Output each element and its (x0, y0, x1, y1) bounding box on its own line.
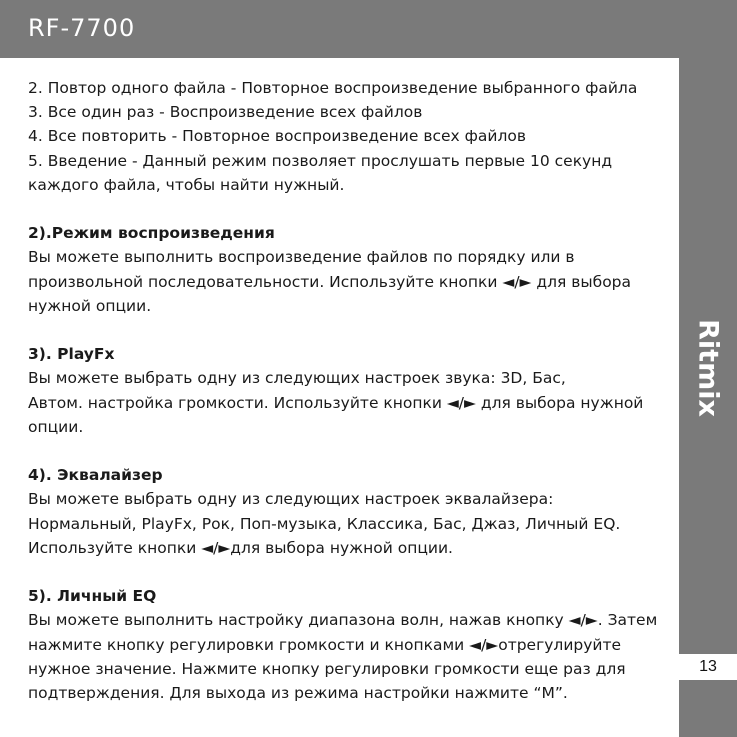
paragraph-line: Вы можете выполнить настройку диапазона волн, нажав кнопку ◄/►. Затем (28, 611, 658, 630)
page-number: 13 (679, 654, 737, 680)
list-item: 3. Все один раз - Воспроизведение всех файлов (28, 103, 423, 122)
ritmix-logo: Ritmix (692, 319, 724, 417)
list-item-continuation: каждого файла, чтобы найти нужный. (28, 175, 345, 194)
paragraph-line: нужное значение. Нажмите кнопку регулировки громкости еще раз для (28, 659, 626, 678)
paragraph-line: нужной опции. (28, 296, 152, 315)
paragraph-line: нажмите кнопку регулировки громкости и кнопками ◄/►отрегулируйте (28, 635, 622, 654)
manual-text (28, 76, 668, 705)
section-heading-personal-eq: 5). Личный EQ (28, 587, 157, 606)
list-item: 5. Введение - Данный режим позволяет прослушать первые 10 секунд (28, 151, 613, 170)
model-title: RF-7700 (28, 14, 136, 42)
section-heading-playback-mode: 2).Режим воспроизведения (28, 224, 275, 243)
paragraph-line: Вы можете выбрать одну из следующих настроек звука: 3D, Бас, (28, 369, 566, 388)
paragraph-line: подтверждения. Для выхода из режима настройки нажмите “M”. (28, 684, 568, 703)
header-bar (0, 0, 737, 58)
paragraph-line: Используйте кнопки ◄/►для выбора нужной опции. (28, 538, 453, 557)
paragraph-line: произвольной последовательности. Используйте кнопки ◄/► для выбора (28, 272, 632, 291)
paragraph-line: Вы можете выполнить воспроизведение файлов по порядку или в (28, 248, 575, 267)
list-item: 4. Все повторить - Повторное воспроизведение всех файлов (28, 127, 526, 146)
paragraph-line: Автом. настройка громкости. Используйте кнопки ◄/► для выбора нужной (28, 393, 644, 412)
list-item: 2. Повтор одного файла - Повторное воспроизведение выбранного файла (28, 79, 638, 97)
paragraph-line: Вы можете выбрать одну из следующих настроек эквалайзера: (28, 490, 554, 509)
paragraph-line: опции. (28, 417, 84, 436)
section-heading-playfx: 3). PlayFx (28, 345, 115, 364)
section-heading-equalizer: 4). Эквалайзер (28, 466, 163, 485)
paragraph-line: Нормальный, PlayFx, Рок, Поп-музыка, Классика, Бас, Джаз, Личный EQ. (28, 514, 621, 533)
